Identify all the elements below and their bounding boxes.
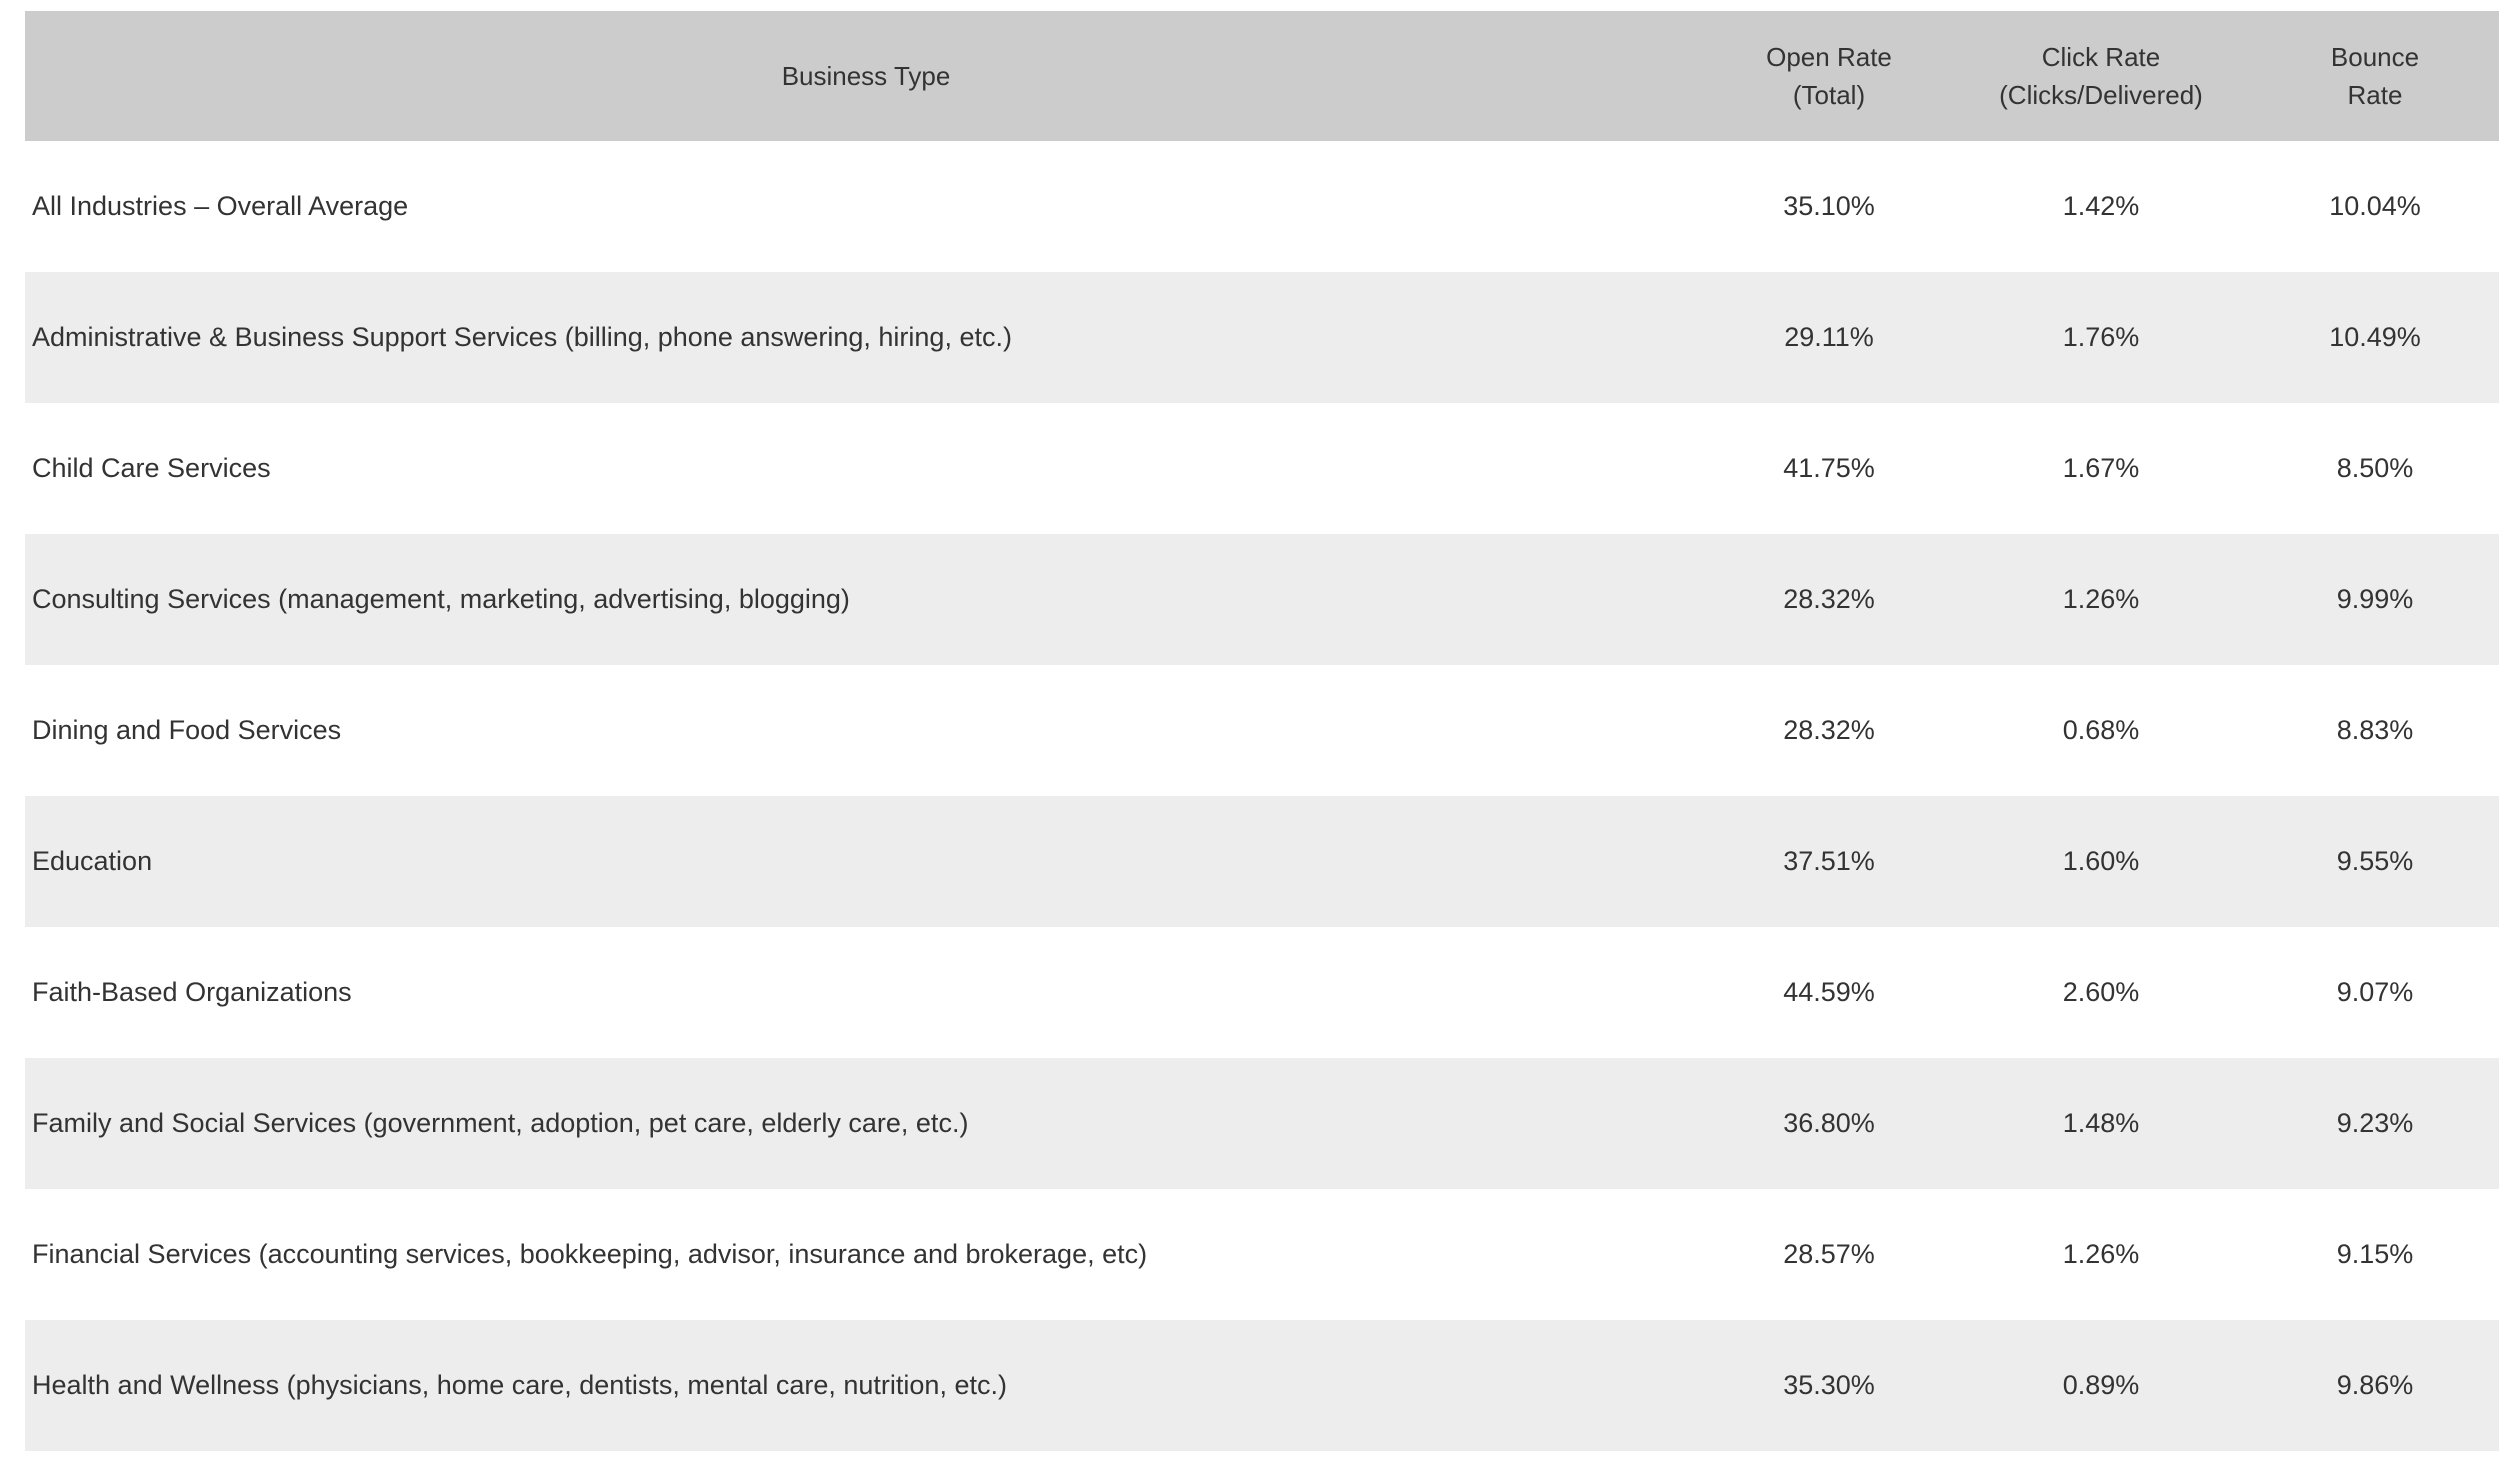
click-rate-cell: 1.60%: [1951, 796, 2251, 927]
table-row: [25, 141, 2499, 272]
header-click-rate: [1951, 11, 2251, 141]
bounce-rate-cell: 10.49%: [2251, 272, 2499, 403]
click-rate-cell: 1.42%: [2062, 191, 2140, 221]
bounce-rate-cell: 9.55%: [2251, 796, 2499, 927]
bounce-rate-cell: 9.23%: [2251, 1058, 2499, 1189]
header-bounce-rate: [2251, 11, 2499, 141]
click-rate-cell: 1.67%: [2062, 453, 2140, 483]
business-type-cell: Dining and Food Services: [32, 715, 342, 745]
open-rate-cell: 37.51%: [1707, 796, 1951, 927]
bounce-rate-cell: 9.86%: [2251, 1320, 2499, 1451]
click-rate-cell: 0.68%: [2062, 715, 2140, 745]
bounce-rate-cell: 9.07%: [2336, 977, 2414, 1007]
table-row: [25, 665, 2499, 796]
click-rate-cell: 1.48%: [1951, 1058, 2251, 1189]
table-row: [25, 1320, 2499, 1451]
table-row: [25, 927, 2499, 1058]
header-bounce-rate-line2: Rate: [2347, 80, 2403, 110]
business-type-cell: Financial Services (accounting services, bookkeeping, advisor, insurance and brokerage, etc): [32, 1239, 1148, 1269]
click-rate-cell: 1.26%: [1951, 534, 2251, 665]
table-row: [25, 796, 2499, 927]
business-type-cell: All Industries – Overall Average: [32, 191, 409, 221]
click-rate-cell: 1.26%: [2062, 1239, 2140, 1269]
open-rate-cell: 35.30%: [1707, 1320, 1951, 1451]
open-rate-cell: 28.32%: [1783, 715, 1875, 745]
open-rate-cell: 44.59%: [1783, 977, 1875, 1007]
click-rate-cell: 1.76%: [1951, 272, 2251, 403]
header-open-rate-line1: Open Rate: [1766, 42, 1892, 72]
table-row: [25, 1058, 2499, 1189]
bounce-rate-cell: 10.04%: [2329, 191, 2421, 221]
header-click-rate-line2: (Clicks/Delivered): [1999, 80, 2203, 110]
table-row: [25, 1189, 2499, 1320]
open-rate-cell: 36.80%: [1707, 1058, 1951, 1189]
open-rate-cell: 41.75%: [1783, 453, 1875, 483]
click-rate-cell: 2.60%: [2062, 977, 2140, 1007]
click-rate-cell: 0.89%: [1951, 1320, 2251, 1451]
open-rate-cell: 28.57%: [1783, 1239, 1875, 1269]
bounce-rate-cell: 8.83%: [2336, 715, 2414, 745]
header-open-rate: [1707, 11, 1951, 141]
header-click-rate-line1: Click Rate: [2041, 42, 2161, 72]
header-open-rate-line2: (Total): [1792, 80, 1866, 110]
bounce-rate-cell: 9.15%: [2336, 1239, 2414, 1269]
table-row: [25, 272, 2499, 403]
business-type-cell: Health and Wellness (physicians, home care, dentists, mental care, nutrition, etc.): [25, 1320, 1707, 1451]
open-rate-cell: 29.11%: [1707, 272, 1951, 403]
business-type-cell: Child Care Services: [32, 453, 271, 483]
table-row: [25, 403, 2499, 534]
business-type-cell: Family and Social Services (government, adoption, pet care, elderly care, etc.): [25, 1058, 1707, 1189]
business-type-cell: Education: [25, 796, 1707, 927]
header-bounce-rate-line1: Bounce: [2330, 42, 2420, 72]
email-benchmarks-table: [25, 11, 2499, 1451]
business-type-cell: Administrative & Business Support Services (billing, phone answering, hiring, etc.): [25, 272, 1707, 403]
table-row: [25, 534, 2499, 665]
bounce-rate-cell: 9.99%: [2251, 534, 2499, 665]
bounce-rate-cell: 8.50%: [2336, 453, 2414, 483]
header-row: [25, 11, 2499, 141]
business-type-cell: Consulting Services (management, marketing, advertising, blogging): [25, 534, 1707, 665]
open-rate-cell: 28.32%: [1707, 534, 1951, 665]
header-business-type: Business Type: [25, 11, 1707, 141]
business-type-cell: Faith-Based Organizations: [32, 977, 352, 1007]
open-rate-cell: 35.10%: [1783, 191, 1875, 221]
